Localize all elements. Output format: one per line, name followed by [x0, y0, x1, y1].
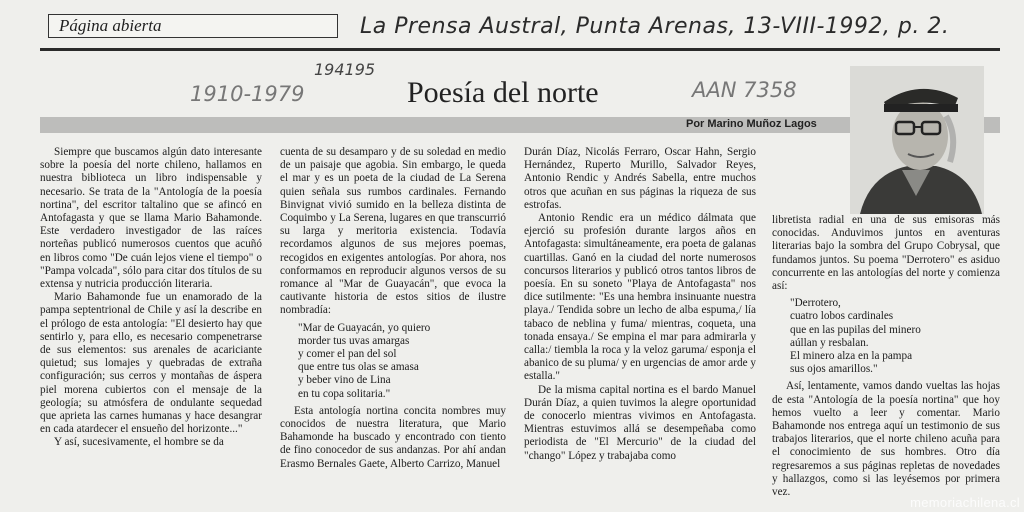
paragraph: Así, lentamente, vamos dando vueltas las hojas de esta "Antología de la poesía nortina" que hoy hemos vuelto a leer y comentar. Mario Bahamonde nos entrega aquí un testimonio de sus trabajos literarios, que el norte chileno acuña para el conocimiento de sus hombres. Otro día regresaremos a sus páginas repletas de novedades y hallazgos, como si las leyésemos por primera vez.	[772, 380, 1000, 499]
verse-line: que en las pupilas del minero	[790, 323, 921, 336]
paragraph: libretista radial en una de sus emisoras más conocidas. Anduvimos juntos en aventuras literarias bajo la sombra del Grupo Cobrysal, que fundamos juntos. Su poema "Derrotero" es asiduo concurrente en las antologías del norte y comienza así:	[772, 214, 1000, 293]
paragraph: Mario Bahamonde fue un enamorado de la pampa septentrional de Chile y así la describe en el prólogo de esta antología: "El desierto hay que sentirlo y, para ello, es necesario compenetrarse de sus elementos: sus arenales de acariciante quietud; sus lomajes y quebradas de extraña configuración; sus cerros y montañas de áspera piel morena cubiertos con el mensaje de la geología; su atmósfera de ondulante sequedad que aprieta las carnes humanas y hace desangrar en cada atardecer el ensueño del horizonte..."	[40, 291, 262, 436]
paragraph: cuenta de su desamparo y de su soledad en medio de un paisaje que agobia. Sin embargo, le queda el mar y es un poeta de la ciudad de La Serena quien señala sus rumbos cardinales. Fernando Binvignat vivió sumido en la belleza distinta de Coquimbo y La Serena, lugares en que transcurrió su larga y meritoria existencia. Todavía recordamos algunos de sus mejores poemas, recogidos en exigentes antologías. Por ahora, nos conformamos en reproducir algunos versos de su romance al "Mar de Guayacán", que evoca la cautivante historia de estos sitios de ilustre nombradía:	[280, 146, 506, 317]
verse-line: "Derrotero,	[790, 297, 841, 310]
header-rule	[40, 48, 1000, 51]
article-title: Poesía del norte	[407, 76, 599, 109]
paragraph: Esta antología nortina concita nombres muy conocidos de nuestra literatura, que Mario Bahamonde ha buscado y encontrado con tiento de fino conocedor de sus andanzas. Por ahí andan Erasmo Bernales Gaete, Alberto Carrizo, Manuel	[280, 404, 506, 470]
article-column-2	[280, 146, 506, 471]
article-column-1	[40, 146, 262, 450]
article-column-4	[772, 214, 1000, 499]
handwritten-dates: 1910-1979	[190, 82, 305, 106]
verse-line: "Mar de Guayacán, yo quiero	[298, 321, 431, 334]
section-label: Página abierta	[48, 14, 338, 38]
verse-line: que entre tus olas se amasa	[298, 361, 419, 374]
paragraph: Y así, sucesivamente, el hombre se da	[54, 436, 224, 449]
verse-line: sus ojos amarillos."	[790, 363, 878, 376]
poem-excerpt-guayacan	[298, 322, 506, 401]
verse-line: El minero alza en la pampa	[790, 350, 913, 363]
author-photo	[850, 66, 984, 214]
verse-line: y comer el pan del sol	[298, 348, 397, 361]
paragraph: Antonio Rendic era un médico dálmata que ejerció su profesión durante largos años en Antofagasta: simultáneamente, era poeta de galanas cuartillas. Ganó en la ciudad del norte numerosos concursos literarios y publicó otros tantos libros de poesía. En su soneto "Playa de Antofagasta" nos dice sutilmente: "Es una hembra insinuante nuestra playa./ Tendida sobre un lecho de alba espuma,/ lía tabaco de neblina y fuma/ mientras, coqueta, una tonada ensaya./ Se empina el mar para admirarla y calla:/ tiembla la roca y la veloz garuma/ esponja el abanico de su pluma/ y en urgencias de amor arde y estalla."	[524, 212, 756, 383]
paragraph: Durán Díaz, Nicolás Ferraro, Oscar Hahn, Sergio Hernández, Ruperto Murillo, Salvador Reyes, Antonio Rendic y Andrés Sabella, entre muchos otros que acuñan en sus páginas la riqueza de sus estrofas.	[524, 146, 756, 211]
handwritten-code-mid: 194195	[314, 60, 376, 79]
poem-excerpt-derrotero	[790, 297, 1000, 376]
watermark: memoriachilena.cl	[910, 495, 1020, 510]
paragraph: De la misma capital nortina es el bardo Manuel Durán Díaz, a quien tuvimos la alegre oportunidad de conocerlo mientras vivimos en Antofagasta. Mientras estuvimos allá se desempeñaba como periodista de "El Mercurio" de la ciudad del "chango" López y trabajaba como	[524, 383, 756, 462]
handwritten-source-note: La Prensa Austral, Punta Arenas, 13-VIII-1992, p. 2.	[360, 14, 950, 39]
paragraph: Siempre que buscamos algún dato interesante sobre la poesía del norte chileno, hallamos en nuestra biblioteca un libro indispensable y necesario. Se trata de la "Antología de la poesía nortina", del escritor taltalino que se afincó en Antofagasta y que se llama Mario Bahamonde. Este verdadero investigador de las raíces norteñas publicó numerosos cuentos que acuñó en libros como "De cuán lejos viene el tiempo" o "Pampa volcada", sólo para citar dos títulos de su extensa y nutricia producción literaria.	[40, 146, 262, 291]
verse-line: en tu copa solitaria."	[298, 387, 391, 400]
author-portrait-image	[850, 66, 984, 214]
verse-line: morder tus uvas amargas	[298, 334, 410, 347]
article-column-3	[524, 146, 756, 463]
handwritten-code-right: AAN 7358	[692, 78, 797, 102]
verse-line: aúllan y resbalan.	[790, 336, 869, 349]
verse-line: cuatro lobos cardinales	[790, 310, 894, 323]
verse-line: y beber vino de Lina	[298, 374, 391, 387]
article-byline: Por Marino Muñoz Lagos	[686, 118, 817, 130]
